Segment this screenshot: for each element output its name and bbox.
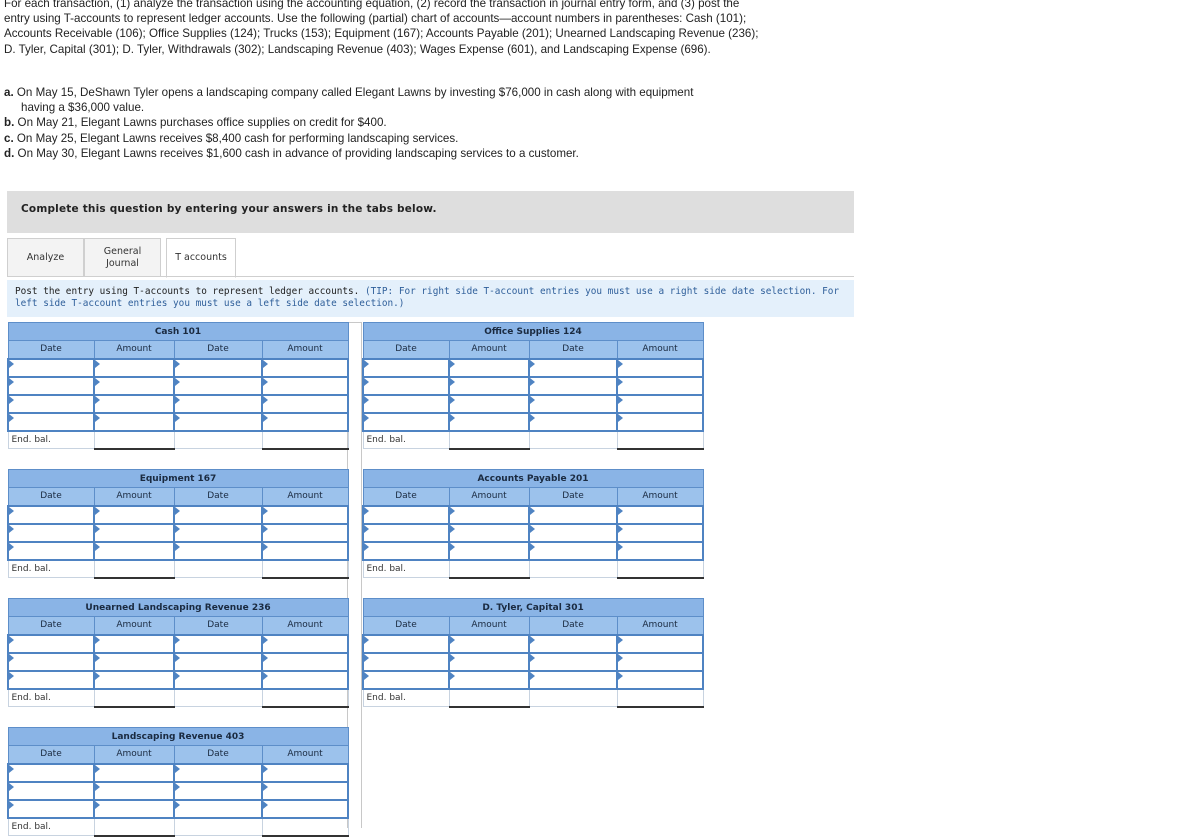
transaction-label: a. [4, 86, 14, 99]
column-header: Date [363, 488, 449, 506]
amount-input[interactable] [262, 671, 348, 689]
t-account-title: Office Supplies 124 [363, 323, 703, 341]
date-dropdown[interactable] [174, 764, 262, 782]
column-header: Amount [94, 488, 174, 506]
tab-divider [7, 276, 854, 277]
banner-text: Complete this question by entering your answers in the tabs below. [21, 203, 437, 215]
end-balance-label: End. bal. [363, 689, 449, 707]
amount-input[interactable] [262, 653, 348, 671]
amount-input[interactable] [262, 395, 348, 413]
date-dropdown[interactable] [174, 524, 262, 542]
transaction-a [4, 85, 764, 100]
t-account-title: Equipment 167 [8, 470, 348, 488]
end-balance-input[interactable] [94, 560, 174, 578]
t-account-title: Cash 101 [8, 323, 348, 341]
date-dropdown[interactable] [174, 782, 262, 800]
t-account-title: Accounts Payable 201 [363, 470, 703, 488]
column-header: Date [174, 341, 262, 359]
amount-input[interactable] [617, 395, 703, 413]
empty-cell [529, 560, 617, 578]
column-header: Amount [262, 617, 348, 635]
transaction-d [4, 146, 764, 161]
column-header: Amount [94, 746, 174, 764]
date-dropdown[interactable] [363, 359, 449, 377]
column-header: Date [174, 617, 262, 635]
date-dropdown[interactable] [363, 395, 449, 413]
date-dropdown[interactable] [8, 377, 94, 395]
date-dropdown[interactable] [174, 359, 262, 377]
column-header: Date [174, 488, 262, 506]
date-dropdown[interactable] [8, 506, 94, 524]
amount-input[interactable] [449, 359, 529, 377]
amount-input[interactable] [449, 524, 529, 542]
t-account-column-divider [347, 322, 362, 828]
amount-input[interactable] [262, 359, 348, 377]
amount-input[interactable] [617, 413, 703, 431]
end-balance-input[interactable] [94, 689, 174, 707]
amount-input[interactable] [262, 542, 348, 560]
end-balance-label: End. bal. [363, 431, 449, 449]
transaction-label: d. [4, 146, 15, 160]
amount-input[interactable] [94, 524, 174, 542]
transaction-c [4, 131, 764, 146]
column-header: Amount [617, 488, 703, 506]
date-dropdown[interactable] [174, 800, 262, 818]
end-balance-label: End. bal. [8, 431, 94, 449]
amount-input[interactable] [94, 653, 174, 671]
column-header: Amount [449, 488, 529, 506]
end-balance-input[interactable] [94, 431, 174, 449]
amount-input[interactable] [449, 377, 529, 395]
transaction-label: b. [4, 116, 15, 130]
date-dropdown[interactable] [529, 524, 617, 542]
date-dropdown[interactable] [529, 413, 617, 431]
date-dropdown[interactable] [8, 395, 94, 413]
date-dropdown[interactable] [174, 377, 262, 395]
transaction-list [4, 85, 764, 161]
t-account-title: D. Tyler, Capital 301 [363, 599, 703, 617]
question-banner [7, 191, 854, 233]
date-dropdown[interactable] [363, 653, 449, 671]
amount-input[interactable] [449, 653, 529, 671]
date-dropdown[interactable] [363, 542, 449, 560]
amount-input[interactable] [262, 764, 348, 782]
transaction-label: c. [4, 131, 14, 145]
transaction-text: On May 15, DeShawn Tyler opens a landscaping company called Elegant Lawns by investing $76,000 in cash along with equipment [16, 86, 694, 99]
amount-input[interactable] [449, 635, 529, 653]
empty-cell [174, 689, 262, 707]
empty-cell [529, 689, 617, 707]
t-account [7, 469, 347, 579]
amount-input[interactable] [262, 782, 348, 800]
tab-analyze[interactable]: Analyze [7, 238, 84, 277]
empty-cell [174, 431, 262, 449]
t-account [362, 598, 702, 708]
date-dropdown[interactable] [529, 506, 617, 524]
t-account [362, 322, 702, 450]
date-dropdown[interactable] [174, 653, 262, 671]
amount-input[interactable] [617, 542, 703, 560]
column-header: Date [8, 341, 94, 359]
end-balance-input[interactable] [617, 431, 703, 449]
amount-input[interactable] [262, 800, 348, 818]
question-intro: For each transaction, (1) analyze the transaction using the accounting equation, (2) record the transaction in journal entry form, and (3) post the entry using T-accounts to represent ledger accounts. Use the following (partial) chart of accounts—account numbers in parentheses: Cash (101); Accounts Receivable (106); Office Supplies (124); Trucks (153); Equipment (167); Accounts Payable (201); Unearned Landscaping Revenue (236); D. Tyler, Capital (301); D. Tyler, Withdrawals (302); Landscaping Revenue (403); Wages Expense (601), and Landscaping Expense (696). [4, 0, 759, 56]
date-dropdown[interactable] [174, 542, 262, 560]
transaction-text: On May 21, Elegant Lawns purchases office supplies on credit for $400. [17, 116, 387, 130]
end-balance-input[interactable] [262, 431, 348, 449]
date-dropdown[interactable] [363, 413, 449, 431]
date-dropdown[interactable] [8, 413, 94, 431]
instructions-tip: (TIP: For right side T-account entries you must use a right side date selection. For left side T-account entries you must use a left side date selection.) [15, 286, 840, 309]
amount-input[interactable] [262, 506, 348, 524]
date-dropdown[interactable] [529, 542, 617, 560]
date-dropdown[interactable] [363, 635, 449, 653]
amount-input[interactable] [449, 671, 529, 689]
date-dropdown[interactable] [529, 653, 617, 671]
amount-input[interactable] [262, 635, 348, 653]
column-header: Date [174, 746, 262, 764]
date-dropdown[interactable] [529, 395, 617, 413]
amount-input[interactable] [617, 635, 703, 653]
t-account [7, 598, 347, 708]
column-header: Amount [617, 341, 703, 359]
date-dropdown[interactable] [8, 524, 94, 542]
amount-input[interactable] [94, 542, 174, 560]
column-header: Date [8, 488, 94, 506]
amount-input[interactable] [94, 413, 174, 431]
date-dropdown[interactable] [363, 524, 449, 542]
date-dropdown[interactable] [174, 413, 262, 431]
date-dropdown[interactable] [8, 635, 94, 653]
end-balance-label: End. bal. [8, 689, 94, 707]
t-account [7, 727, 347, 837]
column-header: Date [8, 617, 94, 635]
column-header: Amount [262, 341, 348, 359]
amount-input[interactable] [94, 377, 174, 395]
amount-input[interactable] [94, 800, 174, 818]
column-header: Date [8, 746, 94, 764]
amount-input[interactable] [449, 506, 529, 524]
amount-input[interactable] [617, 653, 703, 671]
end-balance-input[interactable] [449, 431, 529, 449]
transaction-a-continued: having a $36,000 value. [21, 101, 145, 115]
column-header: Date [363, 617, 449, 635]
date-dropdown[interactable] [174, 506, 262, 524]
t-account-title: Landscaping Revenue 403 [8, 728, 348, 746]
date-dropdown[interactable] [174, 395, 262, 413]
date-dropdown[interactable] [529, 359, 617, 377]
tab-general-journal[interactable]: General Journal [84, 238, 161, 277]
end-balance-input[interactable] [449, 560, 529, 578]
amount-input[interactable] [94, 671, 174, 689]
date-dropdown[interactable] [529, 671, 617, 689]
date-dropdown[interactable] [8, 764, 94, 782]
column-header: Amount [617, 617, 703, 635]
date-dropdown[interactable] [8, 800, 94, 818]
end-balance-input[interactable] [262, 560, 348, 578]
amount-input[interactable] [94, 506, 174, 524]
end-balance-label: End. bal. [8, 818, 94, 836]
amount-input[interactable] [262, 413, 348, 431]
amount-input[interactable] [94, 359, 174, 377]
date-dropdown[interactable] [363, 506, 449, 524]
column-header: Date [529, 488, 617, 506]
date-dropdown[interactable] [363, 377, 449, 395]
end-balance-input[interactable] [262, 689, 348, 707]
empty-cell [174, 560, 262, 578]
date-dropdown[interactable] [174, 635, 262, 653]
transaction-text: On May 30, Elegant Lawns receives $1,600 cash in advance of providing landscaping services to a customer. [17, 146, 579, 160]
amount-input[interactable] [617, 377, 703, 395]
tab-t-accounts[interactable]: T accounts [166, 238, 236, 278]
end-balance-input[interactable] [449, 689, 529, 707]
amount-input[interactable] [94, 782, 174, 800]
amount-input[interactable] [94, 395, 174, 413]
date-dropdown[interactable] [8, 782, 94, 800]
date-dropdown[interactable] [8, 653, 94, 671]
end-balance-input[interactable] [617, 689, 703, 707]
column-header: Date [363, 341, 449, 359]
date-dropdown[interactable] [8, 671, 94, 689]
instructions-box [7, 280, 854, 317]
amount-input[interactable] [617, 506, 703, 524]
amount-input[interactable] [262, 377, 348, 395]
column-header: Amount [94, 341, 174, 359]
t-account-title: Unearned Landscaping Revenue 236 [8, 599, 348, 617]
date-dropdown[interactable] [8, 542, 94, 560]
column-header: Date [529, 341, 617, 359]
date-dropdown[interactable] [174, 671, 262, 689]
column-header: Amount [262, 746, 348, 764]
amount-input[interactable] [617, 524, 703, 542]
amount-input[interactable] [449, 413, 529, 431]
end-balance-input[interactable] [617, 560, 703, 578]
amount-input[interactable] [449, 542, 529, 560]
t-account [7, 322, 347, 450]
date-dropdown[interactable] [8, 359, 94, 377]
empty-cell [529, 431, 617, 449]
date-dropdown[interactable] [363, 671, 449, 689]
amount-input[interactable] [617, 359, 703, 377]
transaction-b [4, 115, 764, 130]
amount-input[interactable] [94, 635, 174, 653]
column-header: Date [529, 617, 617, 635]
t-account [362, 469, 702, 579]
amount-input[interactable] [617, 671, 703, 689]
date-dropdown[interactable] [529, 635, 617, 653]
amount-input[interactable] [94, 764, 174, 782]
column-header: Amount [449, 341, 529, 359]
instructions-text: Post the entry using T-accounts to represent ledger accounts. [15, 286, 360, 297]
date-dropdown[interactable] [529, 377, 617, 395]
column-header: Amount [449, 617, 529, 635]
end-balance-label: End. bal. [8, 560, 94, 578]
amount-input[interactable] [449, 395, 529, 413]
transaction-text: On May 25, Elegant Lawns receives $8,400 cash for performing landscaping services. [16, 131, 459, 145]
column-header: Amount [262, 488, 348, 506]
end-balance-label: End. bal. [363, 560, 449, 578]
column-header: Amount [94, 617, 174, 635]
amount-input[interactable] [262, 524, 348, 542]
